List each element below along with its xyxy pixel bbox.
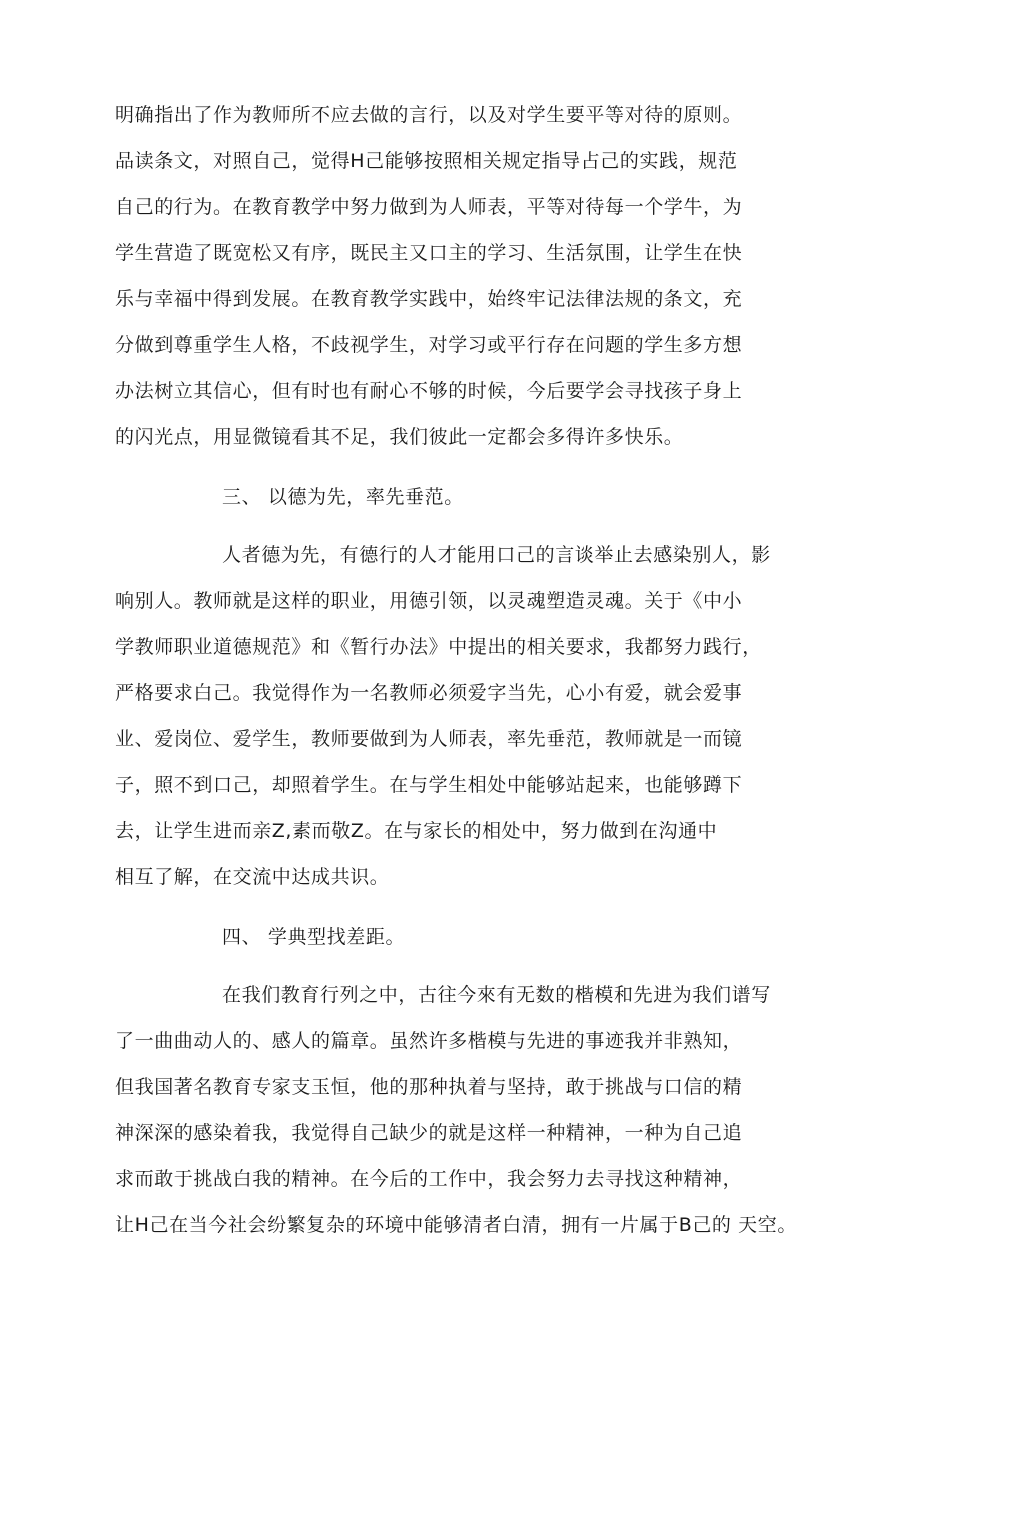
paragraph-line: 求而敢于挑战白我的精神。在今后的工作中，我会努力去寻找这种精神，	[115, 1168, 743, 1190]
paragraph-line: 子，照不到口己，却照着学生。在与学生相处中能够站起来，也能够蹲下	[115, 774, 743, 796]
paragraph-line: 严格要求白己。我觉得作为一名教师必须爱字当先，心小有爱，就会爱事	[115, 682, 743, 704]
paragraph-line: 学教师职业道德规范》和《暂行办法》中提出的相关要求，我都努力践行，	[115, 636, 762, 658]
paragraph-line: 让H己在当今社会纷繁复杂的环境中能够清者白清，拥有一片属于B己的 天空。	[115, 1214, 797, 1236]
paragraph-line: 响别人。教师就是这样的职业，用德引领，以灵魂塑造灵魂。关于《中小	[115, 590, 743, 612]
section-heading-4: 四、 学典型找差距。	[222, 926, 406, 948]
paragraph-line: 自己的行为。在教育教学中努力做到为人师表，平等对待每一个学牛，为	[115, 196, 743, 218]
paragraph-line: 了一曲曲动人的、感人的篇章。虽然许多楷模与先进的事迹我并非熟知，	[115, 1030, 743, 1052]
paragraph-line: 在我们教育行列之中，古往今來有无数的楷模和先进为我们谱写	[222, 984, 771, 1006]
paragraph-line: 分做到尊重学生人格，不歧视学生，对学习或平行存在问题的学生多方想	[115, 334, 743, 356]
paragraph-line: 神深深的感染着我，我觉得自己缺少的就是这样一种精神，一种为自己追	[115, 1122, 743, 1144]
paragraph-line: 的闪光点，用显微镜看其不足，我们彼此一定都会多得许多快乐。	[115, 426, 684, 448]
paragraph-line: 业、爱岗位、爱学生，教师要做到为人师表，率先垂范，教师就是一而镜	[115, 728, 743, 750]
paragraph-line: 办法树立其信心，但有时也有耐心不够的时候，今后要学会寻找孩子身上	[115, 380, 743, 402]
paragraph-line: 去，让学生进而亲Z,素而敬Z。在与家长的相处中，努力做到在沟通中	[115, 820, 718, 842]
paragraph-line: 乐与幸福中得到发展。在教育教学实践中，始终牢记法律法规的条文，充	[115, 288, 743, 310]
paragraph-line: 品读条文，对照自己，觉得H己能够按照相关规定指导占己的实践，规范	[115, 150, 738, 172]
paragraph-line: 相互了解，在交流中达成共识。	[115, 866, 390, 888]
paragraph-line: 但我国著名教育专家支玉恒，他的那种执着与坚持，敢于挑战与口信的精	[115, 1076, 743, 1098]
section-heading-3: 三、 以德为先，率先垂范。	[222, 486, 464, 508]
paragraph-line: 明确指出了作为教师所不应去做的言行，以及对学生要平等对待的原则。	[115, 104, 743, 126]
paragraph-line: 人者德为先，有德行的人才能用口己的言谈举止去感染别人，影	[222, 544, 771, 566]
paragraph-line: 学生营造了既宽松又有序，既民主又口主的学习、生活氛围，让学生在快	[115, 242, 743, 264]
